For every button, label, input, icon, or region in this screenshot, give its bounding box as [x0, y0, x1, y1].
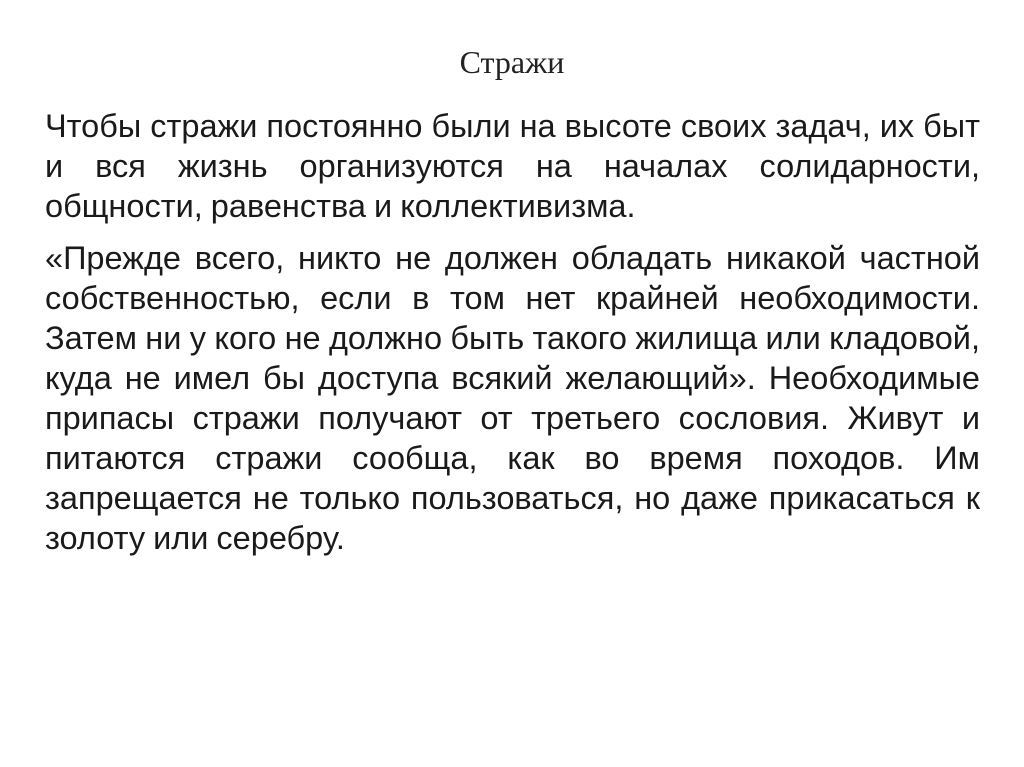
slide-body — [45, 106, 980, 570]
slide-title: Стражи — [459, 44, 565, 80]
paragraph-quote: «Прежде всего, никто не должен обладать никакой частной собственностью, если в том нет крайней необходимости. Затем ни у кого не должно быть такого жилища или кладовой, куда не имел бы доступа всякий желающий». Необходимые припасы стражи получают от третьего сословия. Живут и питаются стражи сообща, как во время походов. Им запрещается не только пользоваться, но даже прикасаться к золоту или серебру. — [45, 240, 980, 556]
paragraph-intro: Чтобы стражи постоянно были на высоте своих задач, их быт и вся жизнь организуются на началах солидарности, общности, равенства и коллективизма. — [45, 108, 980, 224]
